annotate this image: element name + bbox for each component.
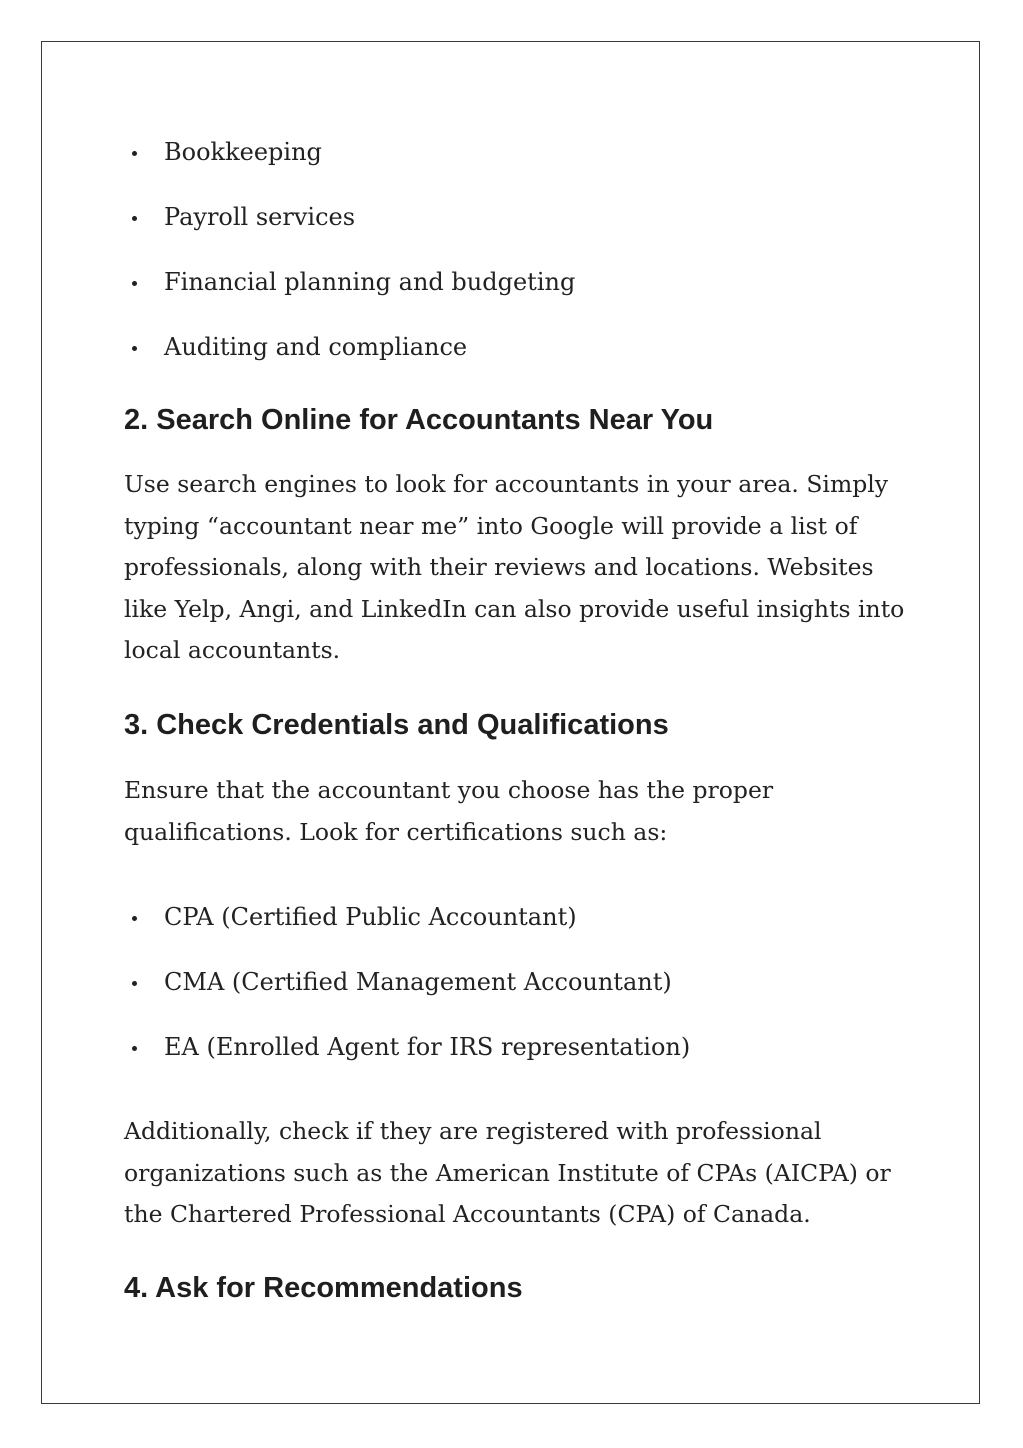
bullet-icon (132, 916, 137, 921)
certifications-list (124, 902, 924, 1097)
list-item-text: Payroll services (164, 203, 356, 231)
section-heading: 3. Check Credentials and Qualifications (124, 709, 669, 741)
list-item-text: CMA (Certified Management Accountant) (164, 968, 672, 996)
list-item (124, 137, 924, 202)
bullet-icon (132, 281, 137, 286)
section-2 (124, 402, 924, 438)
section-heading: 2. Search Online for Accountants Near You (124, 404, 714, 436)
bullet-icon (132, 1046, 137, 1051)
list-item-text: EA (Enrolled Agent for IRS representation) (164, 1033, 691, 1061)
list-item (124, 902, 924, 967)
list-item (124, 267, 924, 332)
list-item (124, 1032, 924, 1097)
services-list-block (124, 137, 924, 397)
bullet-icon (132, 216, 137, 221)
list-item-text: Bookkeeping (164, 138, 322, 166)
list-item-text: CPA (Certified Public Accountant) (164, 903, 577, 931)
certifications-list-block (124, 902, 924, 1097)
section-paragraph: Ensure that the accountant you choose has the proper qualifications. Look for certifications such as: (124, 776, 774, 846)
list-item (124, 202, 924, 267)
list-item (124, 332, 924, 397)
list-item-text: Financial planning and budgeting (164, 268, 576, 296)
section-3 (124, 707, 924, 743)
bullet-icon (132, 151, 137, 156)
section-paragraph: Use search engines to look for accountants in your area. Simply typing “accountant near me” into Google will provide a list of professionals, along with their reviews and locations. Websites like Yelp, Angi, and LinkedIn can also provide useful insights into local accountants. (124, 470, 905, 664)
section-2-body (124, 464, 924, 672)
section-heading: 4. Ask for Recommendations (124, 1272, 523, 1304)
services-list (124, 137, 924, 397)
section-3-intro (124, 770, 924, 853)
bullet-icon (132, 346, 137, 351)
list-item (124, 967, 924, 1032)
document-page (41, 41, 980, 1404)
section-paragraph: Additionally, check if they are registered with professional organizations such as the American Institute of CPAs (AICPA) or the Chartered Professional Accountants (CPA) of Canada. (124, 1117, 891, 1228)
section-4 (124, 1270, 924, 1306)
section-3-closing (124, 1111, 924, 1236)
bullet-icon (132, 981, 137, 986)
list-item-text: Auditing and compliance (164, 333, 468, 361)
